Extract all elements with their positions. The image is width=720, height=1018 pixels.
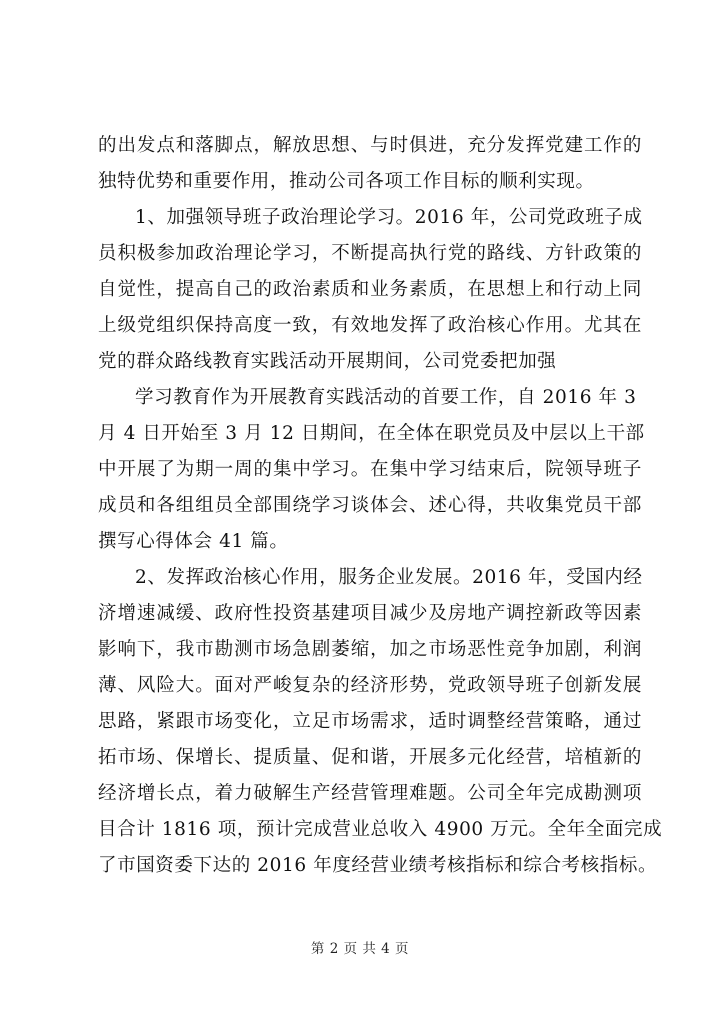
text-line: 学习教育作为开展教育实践活动的首要工作，自 2016 年 3 <box>135 387 637 408</box>
text-line: 1、加强领导班子政治理论学习。2016 年，公司党政班子成 <box>135 207 643 228</box>
text-line: 成员和各组组员全部围绕学习谈体会、述心得，共收集党员干部 <box>98 495 642 516</box>
text-line: 目合计 1816 项，预计完成营业总收入 4900 万元。全年全面完成 <box>98 819 663 840</box>
text-line: 中开展了为期一周的集中学习。在集中学习结束后，院领导班子 <box>98 459 642 480</box>
text-line: 员积极参加政治理论学习，不断提高执行党的路线、方针政策的 <box>98 243 642 264</box>
text-line: 独特优势和重要作用，推动公司各项工作目标的顺利实现。 <box>98 171 595 192</box>
text-line: 经济增长点，着力破解生产经营管理难题。公司全年完成勘测项 <box>98 783 642 804</box>
text-line: 月 4 日开始至 3 月 12 日期间，在全体在职党员及中层以上干部 <box>98 423 645 444</box>
text-line: 薄、风险大。面对严峻复杂的经济形势，党政领导班子创新发展 <box>98 675 642 696</box>
text-line: 党的群众路线教育实践活动开展期间，公司党委把加强 <box>98 351 557 372</box>
text-line: 拓市场、保增长、提质量、促和谐，开展多元化经营，培植新的 <box>98 747 642 768</box>
text-line: 济增速减缓、政府性投资基建项目减少及房地产调控新政等因素 <box>98 603 642 624</box>
text-line: 2、发挥政治核心作用，服务企业发展。2016 年，受国内经 <box>135 567 643 588</box>
text-line: 影响下，我市勘测市场急剧萎缩，加之市场恶性竞争加剧，利润 <box>98 639 642 660</box>
text-line: 的出发点和落脚点，解放思想、与时俱进，充分发挥党建工作的 <box>98 135 642 156</box>
body-text <box>98 128 663 884</box>
text-line: 了市国资委下达的 2016 年度经营业绩考核指标和综合考核指标。 <box>98 855 658 876</box>
page-number-footer: 第 2 页 共 4 页 <box>310 941 410 957</box>
text-line: 撰写心得体会 41 篇。 <box>98 531 289 552</box>
text-line: 思路，紧跟市场变化，立足市场需求，适时调整经营策略，通过 <box>98 711 642 732</box>
text-line: 自觉性，提高自己的政治素质和业务素质，在思想上和行动上同 <box>98 279 642 300</box>
text-line: 上级党组织保持高度一致，有效地发挥了政治核心作用。尤其在 <box>98 315 642 336</box>
